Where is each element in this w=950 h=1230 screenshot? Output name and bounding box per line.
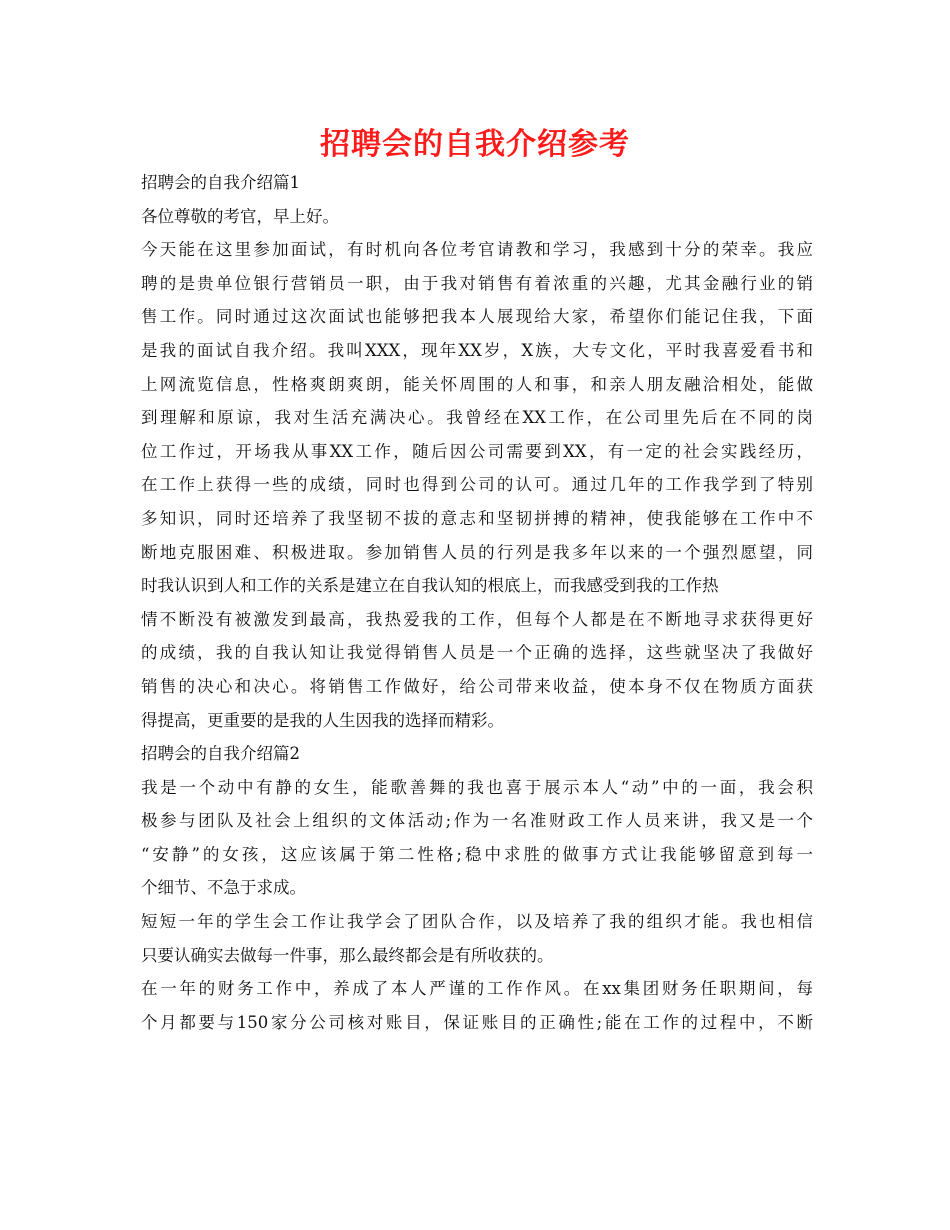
paragraph-line: 个细节、不急于求成。 <box>141 878 306 898</box>
paragraph-line: 销售的决心和决心。将销售工作做好，给公司带来收益，使本身不仅在物质方面获 <box>141 676 813 696</box>
paragraph-line: 我是一个动中有静的女生，能歌善舞的我也喜于展示本人“动”中的一面，我会积 <box>141 777 813 797</box>
greeting-line: 各位尊敬的考官，早上好。 <box>141 206 339 226</box>
paragraph-line: 断地克服困难、积极进取。参加销售人员的行列是我多年以来的一个强烈愿望，同 <box>141 542 813 562</box>
paragraph-line: 位工作过，开场我从事XX工作，随后因公司需要到XX，有一定的社会实践经历， <box>141 441 813 461</box>
paragraph-line: 极参与团队及社会上组织的文体活动;作为一名准财政工作人员来讲，我又是一个 <box>141 811 813 831</box>
paragraph-line: 聘的是贵单位银行营销员一职，由于我对销售有着浓重的兴趣，尤其金融行业的销 <box>141 273 813 293</box>
paragraph-line: 只要认确实去做每一件事，那么最终都会是有所收获的。 <box>141 945 554 965</box>
paragraph-line: 个月都要与150家分公司核对账目，保证账目的正确性;能在工作的过程中，不断 <box>141 1012 813 1032</box>
paragraph-line: 在一年的财务工作中，养成了本人严谨的工作作风。在xx集团财务任职期间，每 <box>141 979 813 999</box>
section-heading-2: 招聘会的自我介绍篇2 <box>141 744 300 764</box>
paragraph-line: 是我的面试自我介绍。我叫XXX，现年XX岁，X族，大专文化，平时我喜爱看书和 <box>141 340 813 360</box>
paragraph-line: 今天能在这里参加面试，有时机向各位考官请教和学习，我感到十分的荣幸。我应 <box>141 240 813 260</box>
paragraph-line: 到理解和原谅，我对生活充满决心。我曾经在XX工作，在公司里先后在不同的岗 <box>141 408 813 428</box>
paragraph-line: 多知识，同时还培养了我坚韧不拔的意志和坚韧拼搏的精神，使我能够在工作中不 <box>141 508 813 528</box>
paragraph-line: 上网流览信息，性格爽朗爽朗，能关怀周围的人和事，和亲人朋友融洽相处，能做 <box>141 374 813 394</box>
document-body <box>141 166 813 1039</box>
paragraph-line: 时我认识到人和工作的关系是建立在自我认知的根底上，而我感受到我的工作热 <box>141 576 719 596</box>
paragraph-line: 在工作上获得一些的成绩，同时也得到公司的认可。通过几年的工作我学到了特别 <box>141 475 813 495</box>
paragraph-line: 情不断没有被激发到最高，我热爱我的工作，但每个人都是在不断地寻求获得更好 <box>141 609 813 629</box>
section-heading-1: 招聘会的自我介绍篇1 <box>141 173 300 192</box>
paragraph-line: 的成绩，我的自我认知让我觉得销售人员是一个正确的选择，这些就坚决了我做好 <box>141 643 813 663</box>
document-title: 招聘会的自我介绍参考 <box>320 127 630 162</box>
paragraph-line: “安静”的女孩，这应该属于第二性格;稳中求胜的做事方式让我能够留意到每一 <box>141 844 813 864</box>
paragraph-line: 得提高，更重要的是我的人生因我的选择而精彩。 <box>141 710 504 730</box>
paragraph-line: 短短一年的学生会工作让我学会了团队合作，以及培养了我的组织才能。我也相信 <box>141 912 813 932</box>
paragraph-line: 售工作。同时通过这次面试也能够把我本人展现给大家，希望你们能记住我，下面 <box>141 307 813 327</box>
